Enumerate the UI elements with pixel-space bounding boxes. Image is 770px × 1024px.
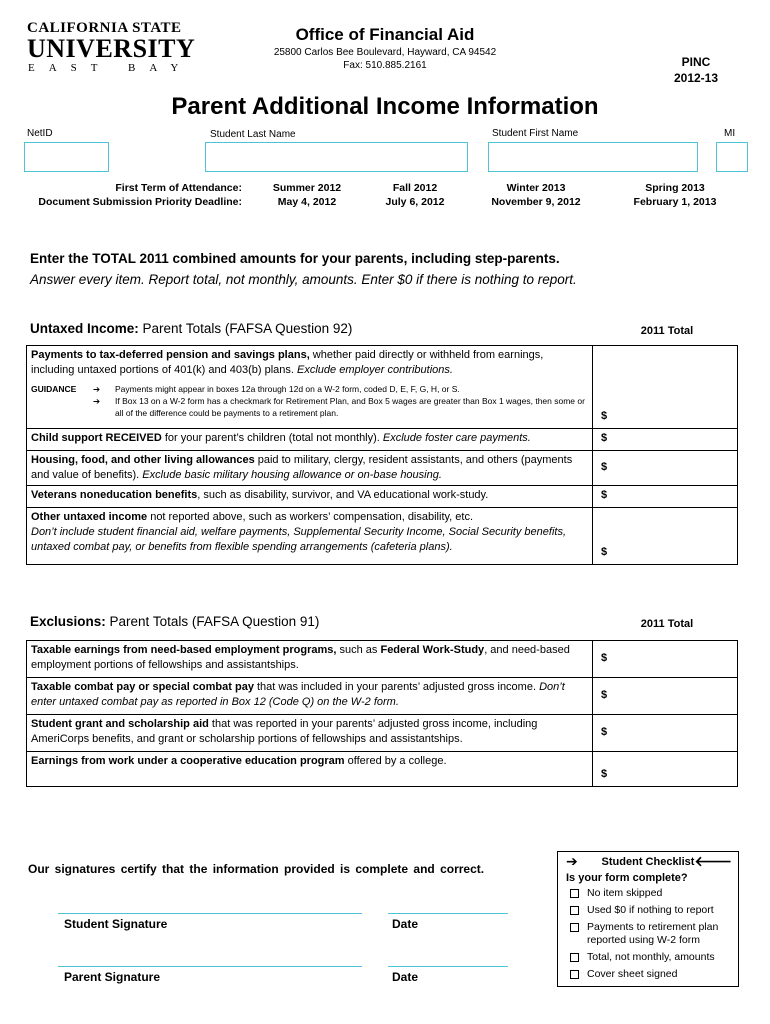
checkbox-icon[interactable] [570,889,579,898]
row-italic: Exclude employer contributions. [297,364,453,376]
table-row [27,346,738,429]
untaxed-heading-bold: Untaxed Income: [30,321,139,336]
row-bold: Payments to tax-deferred pension and savings plans, [31,349,310,361]
checklist-item[interactable] [570,904,714,917]
row-text: , and need-based employment portions of fellowships and assistantships. [31,644,570,671]
pension-description [27,346,593,429]
row-italic: Exclude basic military housing allowance or on-base housing. [142,469,442,481]
last-name-label: Student Last Name [210,129,296,140]
first-name-field[interactable] [488,142,698,172]
work-study-amount-field[interactable]: $ [593,641,738,678]
untaxed-heading-rest: Parent Totals (FAFSA Question 92) [138,321,353,336]
arrow-right-icon: ➔ [93,384,101,394]
term-deadline: February 1, 2013 [633,196,717,208]
parent-date-line[interactable] [388,966,508,967]
child-support-amount-field[interactable]: $ [593,429,738,451]
other-untaxed-description [27,508,593,565]
checklist-item[interactable] [570,921,730,947]
last-name-field[interactable] [205,142,468,172]
exclusions-heading-bold: Exclusions: [30,614,106,629]
row-text: not reported above, such as workers’ compensation, disability, etc. [147,511,474,523]
parent-signature-label: Parent Signature [64,970,161,984]
office-fax: Fax: 510.885.2161 [343,60,427,71]
row-italic: Don’t enter untaxed combat pay as reported in Box 12 (Code Q) on the W-2 form. [31,681,565,708]
office-title: Office of Financial Aid [295,25,475,44]
term-deadline: July 6, 2012 [385,196,445,208]
row-text: paid to military, clergy, resident assistants, and others (payments and value of benefits). [31,454,573,481]
grant-aid-description [27,715,593,752]
row-text: that was included in your parents’ adjusted gross income. [253,681,540,693]
parent-date-label: Date [392,970,419,984]
student-signature-line[interactable] [58,913,362,914]
checkbox-icon[interactable] [570,970,579,979]
grant-aid-amount-field[interactable]: $ [593,715,738,752]
guidance-line: Payments might appear in boxes 12a through 12d on a W-2 form, coded D, E, F, G, H, or S. [115,384,460,394]
coop-description [27,752,593,787]
checklist-item-label: Cover sheet signed [587,968,678,980]
checklist-title: Student Checklist [601,856,695,868]
row-text: that was reported in your parents’ adjusted gross income, including AmeriCorps benefits, and grant or scholarship portions of fellowships and assistantships. [31,718,538,745]
row-text: whether paid directly or withheld from earnings, including untaxed portions of 401(k) and 403(b) plans. [31,349,544,376]
netid-field[interactable] [24,142,109,172]
checkbox-icon[interactable] [570,953,579,962]
table-row [27,715,738,752]
term-deadline: May 4, 2012 [277,196,337,208]
checklist-item-label: Total, not monthly, amounts [587,951,715,963]
table-row [27,508,738,565]
form-code: PINC [681,55,711,69]
child-support-description [27,429,593,451]
office-address: 25800 Carlos Bee Boulevard, Hayward, CA 94542 [273,47,497,58]
veterans-description [27,486,593,508]
checklist-item[interactable] [570,887,662,900]
housing-amount-field[interactable]: $ [593,451,738,486]
first-term-label: First Term of Attendance: [115,182,242,194]
student-date-label: Date [392,917,419,931]
table-row [27,752,738,787]
exclusions-total-label: 2011 Total [640,618,694,630]
first-name-label: Student First Name [492,128,579,139]
exclusions-heading-rest: Parent Totals (FAFSA Question 91) [105,614,320,629]
checklist-item[interactable] [570,968,677,981]
table-row [27,451,738,486]
term-deadline: November 9, 2012 [491,196,581,208]
page-title: Parent Additional Income Information [171,93,599,120]
row-bold: Federal Work-Study [380,644,485,656]
mi-label: MI [724,128,736,139]
row-italic: Don’t include student financial aid, welfare payments, Supplemental Security Income, Social Security benefits, untaxed combat pay, or benefits from flexible spending arrangements (cafeteria plans). [31,526,567,553]
checklist-item-label: No item skipped [587,887,663,899]
row-text: , such as disability, survivor, and VA educational work-study. [197,489,489,501]
row-bold: Earnings from work under a cooperative education program [31,755,345,767]
term-labels [0,181,242,209]
term-name: Winter 2013 [506,182,566,194]
guidance-line: If Box 13 on a W-2 form has a checkmark for Retirement Plan, and Box 5 wages are greater than Box 1 wages, then some or all of the difference could be payments to a retirement plan. [115,396,585,418]
certification-statement: Our signatures certify that the information provided is complete and correct. [28,862,485,876]
untaxed-heading [30,321,352,336]
instructions-heading: Enter the TOTAL 2011 combined amounts for your parents, including step-parents. [30,251,560,266]
guidance-text [115,383,588,419]
row-italic: Exclude foster care payments. [382,432,531,444]
checkbox-icon[interactable] [570,923,579,932]
parent-signature-line[interactable] [58,966,362,967]
combat-pay-description [27,678,593,715]
arrow-left-icon: 🡐 [694,853,732,869]
row-bold: Student grant and scholarship aid [31,718,209,730]
other-untaxed-amount-field[interactable]: $ [593,508,738,565]
instructions-subheading: Answer every item. Report total, not monthly, amounts. Enter $0 if there is nothing to report. [30,272,577,287]
exclusions-table [26,640,738,787]
row-bold: Taxable combat pay or special combat pay [31,681,254,693]
term-summer [252,181,362,209]
arrow-right-icon: ➔ [566,853,578,869]
row-bold: Other untaxed income [31,511,148,523]
term-winter [481,181,591,209]
term-spring [620,181,730,209]
row-bold: Veterans noneducation benefits [31,489,198,501]
term-name: Spring 2013 [645,182,705,194]
row-bold: Housing, food, and other living allowances [31,454,255,466]
row-bold: Child support RECEIVED [31,432,162,444]
guidance [31,383,588,419]
arrow-right-icon: ➔ [93,396,101,406]
row-text: offered by a college. [344,755,447,767]
term-fall [360,181,470,209]
table-row [27,486,738,508]
checklist-item-label: Used $0 if nothing to report [587,904,714,916]
table-row [27,678,738,715]
pension-amount-field[interactable]: $ [593,346,738,429]
checklist-question: Is your form complete? [566,872,688,884]
form-year: 2012-13 [673,71,719,85]
student-checklist [557,851,739,987]
untaxed-table [26,345,738,565]
term-name: Summer 2012 [272,182,342,194]
coop-amount-field[interactable]: $ [593,752,738,787]
guidance-label: GUIDANCE [31,384,77,394]
combat-pay-amount-field[interactable]: $ [593,678,738,715]
table-row [27,429,738,451]
netid-label: NetID [27,128,53,139]
row-bold: Taxable earnings from need-based employment programs, [31,644,337,656]
table-row [27,641,738,678]
form-code-block [656,54,736,86]
checklist-item[interactable] [570,951,715,964]
student-signature-label: Student Signature [64,917,168,931]
logo-university-name: CALIFORNIA STATE [27,20,182,36]
row-text: such as [336,644,381,656]
untaxed-total-label: 2011 Total [640,325,694,337]
deadline-label: Document Submission Priority Deadline: [38,196,242,208]
checkbox-icon[interactable] [570,906,579,915]
logo-campus: EAST BAY [28,62,193,74]
checklist-item-label: Payments to retirement plan reported using W-2 form [587,921,719,946]
mi-field[interactable] [716,142,748,172]
exclusions-heading [30,614,319,629]
row-text: for your parent’s children (total not monthly). [161,432,383,444]
veterans-amount-field[interactable]: $ [593,486,738,508]
term-name: Fall 2012 [392,182,438,194]
work-study-description [27,641,593,678]
housing-description [27,451,593,486]
student-date-line[interactable] [388,913,508,914]
logo-university-word: UNIVERSITY [27,34,196,63]
guidance-arrows [93,383,115,419]
